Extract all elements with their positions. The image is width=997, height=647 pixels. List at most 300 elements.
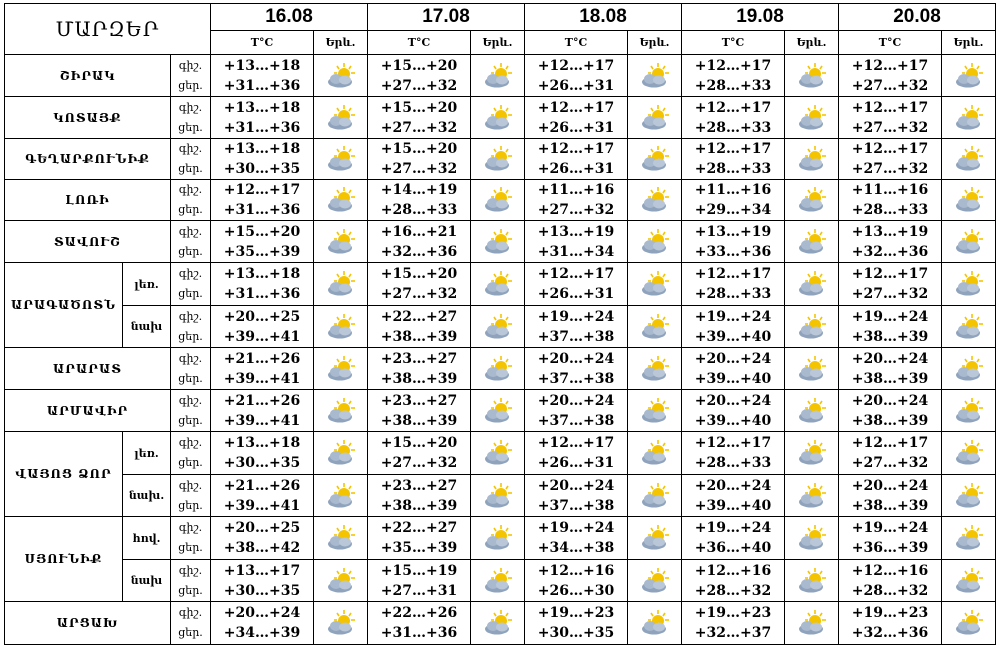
night-temperature: +13…+17 (223, 562, 301, 579)
weather-cell (628, 348, 682, 390)
partly-cloudy-sun-icon (480, 570, 516, 589)
partly-cloudy-sun-icon (637, 65, 673, 84)
partly-cloudy-sun-icon (951, 107, 987, 126)
partly-cloudy-sun-icon (480, 613, 516, 632)
night-temperature: +19…+23 (537, 605, 615, 621)
temperature-cell (682, 97, 785, 139)
partly-cloudy-sun-icon (323, 400, 359, 419)
day-night-labels (171, 432, 211, 475)
night-temperature: +15…+20 (223, 223, 301, 240)
region-name: ԳԵՂԱՐՔՈՒՆԻՔ (5, 139, 171, 180)
weather-cell (471, 560, 525, 602)
table-row (5, 475, 996, 517)
day-temperature: +32…+36 (380, 243, 458, 260)
region-name: ԼՈՌԻ (5, 180, 171, 221)
temperature-cell (368, 97, 471, 139)
temperature-cell (839, 180, 942, 221)
night-temperature: +12…+16 (537, 562, 615, 579)
day-label: ցեր. (178, 498, 203, 512)
temperature-cell (525, 602, 628, 645)
night-temperature: +20…+24 (694, 477, 772, 494)
partly-cloudy-sun-icon (951, 274, 987, 293)
weather-cell (942, 139, 996, 180)
day-night-labels (171, 560, 211, 602)
partly-cloudy-sun-icon (794, 107, 830, 126)
temperature-cell (839, 517, 942, 560)
day-temperature: +27…+32 (851, 455, 929, 471)
day-night-labels (171, 306, 211, 348)
weather-cell (942, 475, 996, 517)
weather-cell (628, 475, 682, 517)
table-row (5, 348, 996, 390)
temperature-cell (525, 97, 628, 139)
temperature-cell (682, 180, 785, 221)
temperature-cell (839, 348, 942, 390)
night-temperature: +20…+24 (851, 477, 929, 494)
weather-cell (314, 432, 368, 475)
day-temperature: +26…+31 (537, 161, 615, 177)
day-label: ցեր. (178, 626, 203, 639)
night-temperature: +20…+24 (537, 392, 615, 409)
day-temperature: +27…+31 (380, 582, 458, 599)
subregion-name: նախ (123, 306, 171, 348)
night-temperature: +12…+17 (537, 435, 615, 451)
weather-cell (785, 221, 839, 263)
night-temperature: +20…+24 (694, 392, 772, 409)
weather-cell (314, 306, 368, 348)
date-5: 20.08 (839, 4, 996, 31)
temperature-cell (525, 221, 628, 263)
temperature-cell (368, 432, 471, 475)
night-temperature: +20…+24 (851, 392, 929, 409)
weather-cell (314, 517, 368, 560)
night-temperature: +12…+17 (851, 266, 929, 282)
day-night-labels (171, 602, 211, 645)
weather-cell (314, 348, 368, 390)
weather-header-2: Երև. (471, 31, 525, 55)
night-temperature: +23…+27 (380, 392, 458, 409)
night-temperature: +19…+24 (537, 520, 615, 536)
night-temperature: +12…+17 (223, 182, 301, 198)
temp-header-2: T°C (368, 31, 471, 55)
night-temperature: +21…+26 (223, 477, 301, 494)
day-temperature: +30…+35 (223, 455, 301, 471)
temperature-cell (368, 475, 471, 517)
temperature-cell (525, 306, 628, 348)
night-temperature: +22…+26 (380, 605, 458, 621)
day-temperature: +38…+39 (851, 412, 929, 429)
night-label: գիշ. (178, 58, 203, 72)
table-row (5, 560, 996, 602)
day-label: ցեր. (178, 413, 203, 427)
night-temperature: +12…+17 (851, 99, 929, 116)
region-name: ԱՐՑԱԽ (5, 602, 171, 645)
temperature-cell (525, 517, 628, 560)
temperature-cell (682, 390, 785, 432)
weather-cell (785, 348, 839, 390)
partly-cloudy-sun-icon (480, 107, 516, 126)
night-temperature: +20…+25 (223, 520, 301, 536)
partly-cloudy-sun-icon (951, 485, 987, 504)
night-temperature: +13…+19 (694, 223, 772, 240)
day-temperature: +28…+32 (851, 582, 929, 599)
weather-cell (785, 180, 839, 221)
partly-cloudy-sun-icon (480, 485, 516, 504)
temperature-cell (525, 348, 628, 390)
partly-cloudy-sun-icon (794, 65, 830, 84)
partly-cloudy-sun-icon (794, 149, 830, 168)
day-temperature: +31…+36 (380, 625, 458, 641)
night-temperature: +14…+19 (380, 182, 458, 198)
partly-cloudy-sun-icon (637, 528, 673, 547)
night-temperature: +21…+26 (223, 350, 301, 367)
weather-cell (471, 55, 525, 97)
night-temperature: +20…+24 (694, 350, 772, 367)
temperature-cell (682, 348, 785, 390)
partly-cloudy-sun-icon (794, 190, 830, 209)
temperature-cell (525, 390, 628, 432)
temperature-cell (211, 602, 314, 645)
day-temperature: +36…+40 (694, 540, 772, 556)
table-row (5, 97, 996, 139)
day-temperature: +31…+36 (223, 202, 301, 218)
weather-cell (942, 97, 996, 139)
day-temperature: +39…+41 (223, 328, 301, 345)
temperature-cell (839, 221, 942, 263)
temperature-cell (368, 517, 471, 560)
day-temperature: +27…+32 (851, 77, 929, 94)
day-temperature: +30…+35 (223, 582, 301, 599)
night-temperature: +15…+20 (380, 141, 458, 157)
subregion-name: հով. (123, 517, 171, 560)
weather-cell (314, 180, 368, 221)
temperature-cell (211, 475, 314, 517)
partly-cloudy-sun-icon (323, 149, 359, 168)
night-temperature: +15…+20 (380, 99, 458, 116)
day-temperature: +28…+33 (694, 286, 772, 302)
partly-cloudy-sun-icon (794, 231, 830, 250)
partly-cloudy-sun-icon (637, 485, 673, 504)
temperature-cell (682, 602, 785, 645)
day-night-labels (171, 475, 211, 517)
temperature-cell (682, 263, 785, 306)
partly-cloudy-sun-icon (794, 274, 830, 293)
table-row (5, 306, 996, 348)
day-night-labels (171, 348, 211, 390)
day-temperature: +31…+36 (223, 286, 301, 302)
temperature-cell (211, 180, 314, 221)
night-temperature: +20…+24 (223, 605, 301, 621)
temp-header-5: T°C (839, 31, 942, 55)
weather-cell (785, 602, 839, 645)
day-temperature: +39…+40 (694, 328, 772, 345)
weather-cell (471, 390, 525, 432)
temperature-cell (525, 560, 628, 602)
night-temperature: +13…+19 (851, 223, 929, 240)
partly-cloudy-sun-icon (794, 613, 830, 632)
day-temperature: +39…+40 (694, 370, 772, 387)
temperature-cell (368, 221, 471, 263)
partly-cloudy-sun-icon (323, 274, 359, 293)
partly-cloudy-sun-icon (323, 485, 359, 504)
day-night-labels (171, 139, 211, 180)
partly-cloudy-sun-icon (480, 274, 516, 293)
subregion-name: լեռ. (123, 432, 171, 475)
weather-cell (471, 221, 525, 263)
weather-cell (628, 97, 682, 139)
night-temperature: +20…+24 (537, 477, 615, 494)
partly-cloudy-sun-icon (951, 231, 987, 250)
temperature-cell (368, 390, 471, 432)
weather-cell (785, 560, 839, 602)
weather-cell (785, 517, 839, 560)
night-label: գիշ. (178, 563, 203, 577)
day-temperature: +26…+30 (537, 582, 615, 599)
partly-cloudy-sun-icon (323, 528, 359, 547)
night-label: գիշ. (178, 606, 203, 619)
day-temperature: +39…+41 (223, 412, 301, 429)
day-temperature: +38…+39 (380, 497, 458, 514)
temperature-cell (682, 517, 785, 560)
night-temperature: +12…+17 (537, 99, 615, 116)
night-temperature: +13…+19 (537, 223, 615, 240)
weather-cell (942, 263, 996, 306)
night-temperature: +11…+16 (851, 182, 929, 198)
day-temperature: +27…+32 (380, 455, 458, 471)
day-night-labels (171, 263, 211, 306)
day-temperature: +32…+36 (851, 625, 929, 641)
region-name: ԱՐՄԱՎԻՐ (5, 390, 171, 432)
subregion-name: լեռ. (123, 263, 171, 306)
weather-cell (314, 475, 368, 517)
weather-header-3: Երև. (628, 31, 682, 55)
night-temperature: +12…+17 (694, 266, 772, 282)
day-temperature: +34…+39 (223, 625, 301, 641)
day-temperature: +36…+39 (851, 540, 929, 556)
day-temperature: +27…+32 (380, 77, 458, 94)
weather-cell (942, 306, 996, 348)
weather-cell (471, 348, 525, 390)
temperature-cell (211, 55, 314, 97)
day-temperature: +34…+38 (537, 540, 615, 556)
weather-cell (628, 263, 682, 306)
weather-cell (942, 602, 996, 645)
day-temperature: +28…+32 (694, 582, 772, 599)
header-row-dates (5, 4, 996, 31)
temperature-cell (839, 263, 942, 306)
weather-cell (942, 55, 996, 97)
day-temperature: +33…+36 (694, 243, 772, 260)
partly-cloudy-sun-icon (794, 358, 830, 377)
temperature-cell (211, 139, 314, 180)
regions-title: ՄԱՐԶԵՐ (5, 4, 211, 55)
partly-cloudy-sun-icon (794, 485, 830, 504)
day-night-labels (171, 517, 211, 560)
day-label: ցեր. (178, 371, 203, 385)
day-temperature: +27…+32 (537, 202, 615, 218)
day-night-labels (171, 55, 211, 97)
day-label: ցեր. (178, 244, 203, 258)
temperature-cell (839, 139, 942, 180)
night-temperature: +12…+17 (851, 435, 929, 451)
night-temperature: +19…+23 (694, 605, 772, 621)
partly-cloudy-sun-icon (951, 316, 987, 335)
partly-cloudy-sun-icon (637, 107, 673, 126)
night-label: գիշ. (178, 521, 203, 534)
day-night-labels (171, 97, 211, 139)
temperature-cell (839, 390, 942, 432)
weather-cell (628, 306, 682, 348)
partly-cloudy-sun-icon (323, 231, 359, 250)
weather-cell (471, 180, 525, 221)
night-temperature: +23…+27 (380, 477, 458, 494)
night-label: գիշ. (178, 224, 203, 238)
forecast-table (4, 3, 996, 645)
night-temperature: +23…+27 (380, 350, 458, 367)
night-label: գիշ. (178, 100, 203, 114)
night-temperature: +19…+23 (851, 605, 929, 621)
temperature-cell (525, 180, 628, 221)
day-temperature: +28…+33 (851, 202, 929, 218)
day-temperature: +37…+38 (537, 328, 615, 345)
day-label: ցեր. (178, 120, 203, 134)
day-temperature: +37…+38 (537, 497, 615, 514)
day-temperature: +39…+40 (694, 497, 772, 514)
temperature-cell (525, 475, 628, 517)
partly-cloudy-sun-icon (951, 400, 987, 419)
partly-cloudy-sun-icon (637, 358, 673, 377)
table-row (5, 139, 996, 180)
day-temperature: +28…+33 (694, 455, 772, 471)
weather-cell (471, 475, 525, 517)
partly-cloudy-sun-icon (951, 443, 987, 462)
region-name: ՍՅՈՒՆԻՔ (5, 517, 123, 602)
partly-cloudy-sun-icon (794, 316, 830, 335)
partly-cloudy-sun-icon (637, 613, 673, 632)
weather-cell (314, 97, 368, 139)
day-temperature: +38…+39 (380, 370, 458, 387)
table-row (5, 180, 996, 221)
weather-cell (314, 139, 368, 180)
weather-cell (942, 432, 996, 475)
day-temperature: +35…+39 (223, 243, 301, 260)
partly-cloudy-sun-icon (480, 358, 516, 377)
night-temperature: +19…+24 (851, 520, 929, 536)
partly-cloudy-sun-icon (480, 231, 516, 250)
day-temperature: +32…+37 (694, 625, 772, 641)
temperature-cell (839, 432, 942, 475)
temp-header-3: T°C (525, 31, 628, 55)
weather-cell (314, 602, 368, 645)
partly-cloudy-sun-icon (637, 190, 673, 209)
night-temperature: +12…+17 (694, 57, 772, 74)
partly-cloudy-sun-icon (637, 570, 673, 589)
night-temperature: +19…+24 (694, 308, 772, 325)
day-temperature: +38…+42 (223, 540, 301, 556)
date-3: 18.08 (525, 4, 682, 31)
day-night-labels (171, 221, 211, 263)
day-temperature: +27…+32 (380, 119, 458, 136)
day-temperature: +38…+39 (380, 328, 458, 345)
partly-cloudy-sun-icon (323, 570, 359, 589)
night-temperature: +15…+20 (380, 266, 458, 282)
temperature-cell (368, 306, 471, 348)
table-row (5, 432, 996, 475)
region-name: ԱՐԱԳԱԾՈՏՆ (5, 263, 123, 348)
night-temperature: +20…+24 (537, 350, 615, 367)
day-label: ցեր. (178, 203, 203, 216)
day-night-labels (171, 390, 211, 432)
weather-header-5: Երև. (942, 31, 996, 55)
weather-cell (471, 602, 525, 645)
day-temperature: +27…+32 (851, 161, 929, 177)
day-temperature: +31…+34 (537, 243, 615, 260)
weather-cell (628, 55, 682, 97)
day-temperature: +39…+41 (223, 497, 301, 514)
temperature-cell (682, 560, 785, 602)
weather-cell (471, 97, 525, 139)
partly-cloudy-sun-icon (637, 149, 673, 168)
weather-cell (628, 180, 682, 221)
night-temperature: +12…+17 (851, 141, 929, 157)
day-temperature: +26…+31 (537, 77, 615, 94)
night-temperature: +15…+20 (380, 57, 458, 74)
partly-cloudy-sun-icon (951, 613, 987, 632)
partly-cloudy-sun-icon (480, 149, 516, 168)
temperature-cell (525, 139, 628, 180)
weather-header-4: Երև. (785, 31, 839, 55)
day-label: ցեր. (178, 541, 203, 554)
night-temperature: +13…+18 (223, 57, 301, 74)
night-temperature: +12…+17 (537, 57, 615, 74)
day-night-labels (171, 180, 211, 221)
temperature-cell (839, 97, 942, 139)
temperature-cell (368, 602, 471, 645)
temperature-cell (211, 263, 314, 306)
weather-cell (314, 55, 368, 97)
night-temperature: +13…+18 (223, 266, 301, 282)
day-temperature: +38…+39 (851, 328, 929, 345)
weather-cell (785, 432, 839, 475)
table-row (5, 55, 996, 97)
weather-cell (785, 306, 839, 348)
partly-cloudy-sun-icon (637, 231, 673, 250)
weather-cell (314, 221, 368, 263)
partly-cloudy-sun-icon (323, 443, 359, 462)
weather-cell (628, 390, 682, 432)
weather-cell (628, 560, 682, 602)
temperature-cell (839, 55, 942, 97)
weather-cell (314, 560, 368, 602)
partly-cloudy-sun-icon (637, 443, 673, 462)
night-temperature: +13…+18 (223, 435, 301, 451)
day-temperature: +30…+35 (537, 625, 615, 641)
table-row (5, 390, 996, 432)
temperature-cell (682, 306, 785, 348)
forecast-table-wrapper (4, 3, 996, 645)
temperature-cell (211, 432, 314, 475)
day-label: ցեր. (178, 583, 203, 597)
night-temperature: +16…+21 (380, 223, 458, 240)
day-temperature: +38…+39 (851, 370, 929, 387)
night-label: գիշ. (178, 393, 203, 407)
table-row (5, 602, 996, 645)
date-2: 17.08 (368, 4, 525, 31)
temperature-cell (682, 221, 785, 263)
night-temperature: +12…+17 (694, 141, 772, 157)
day-temperature: +37…+38 (537, 412, 615, 429)
date-1: 16.08 (211, 4, 368, 31)
